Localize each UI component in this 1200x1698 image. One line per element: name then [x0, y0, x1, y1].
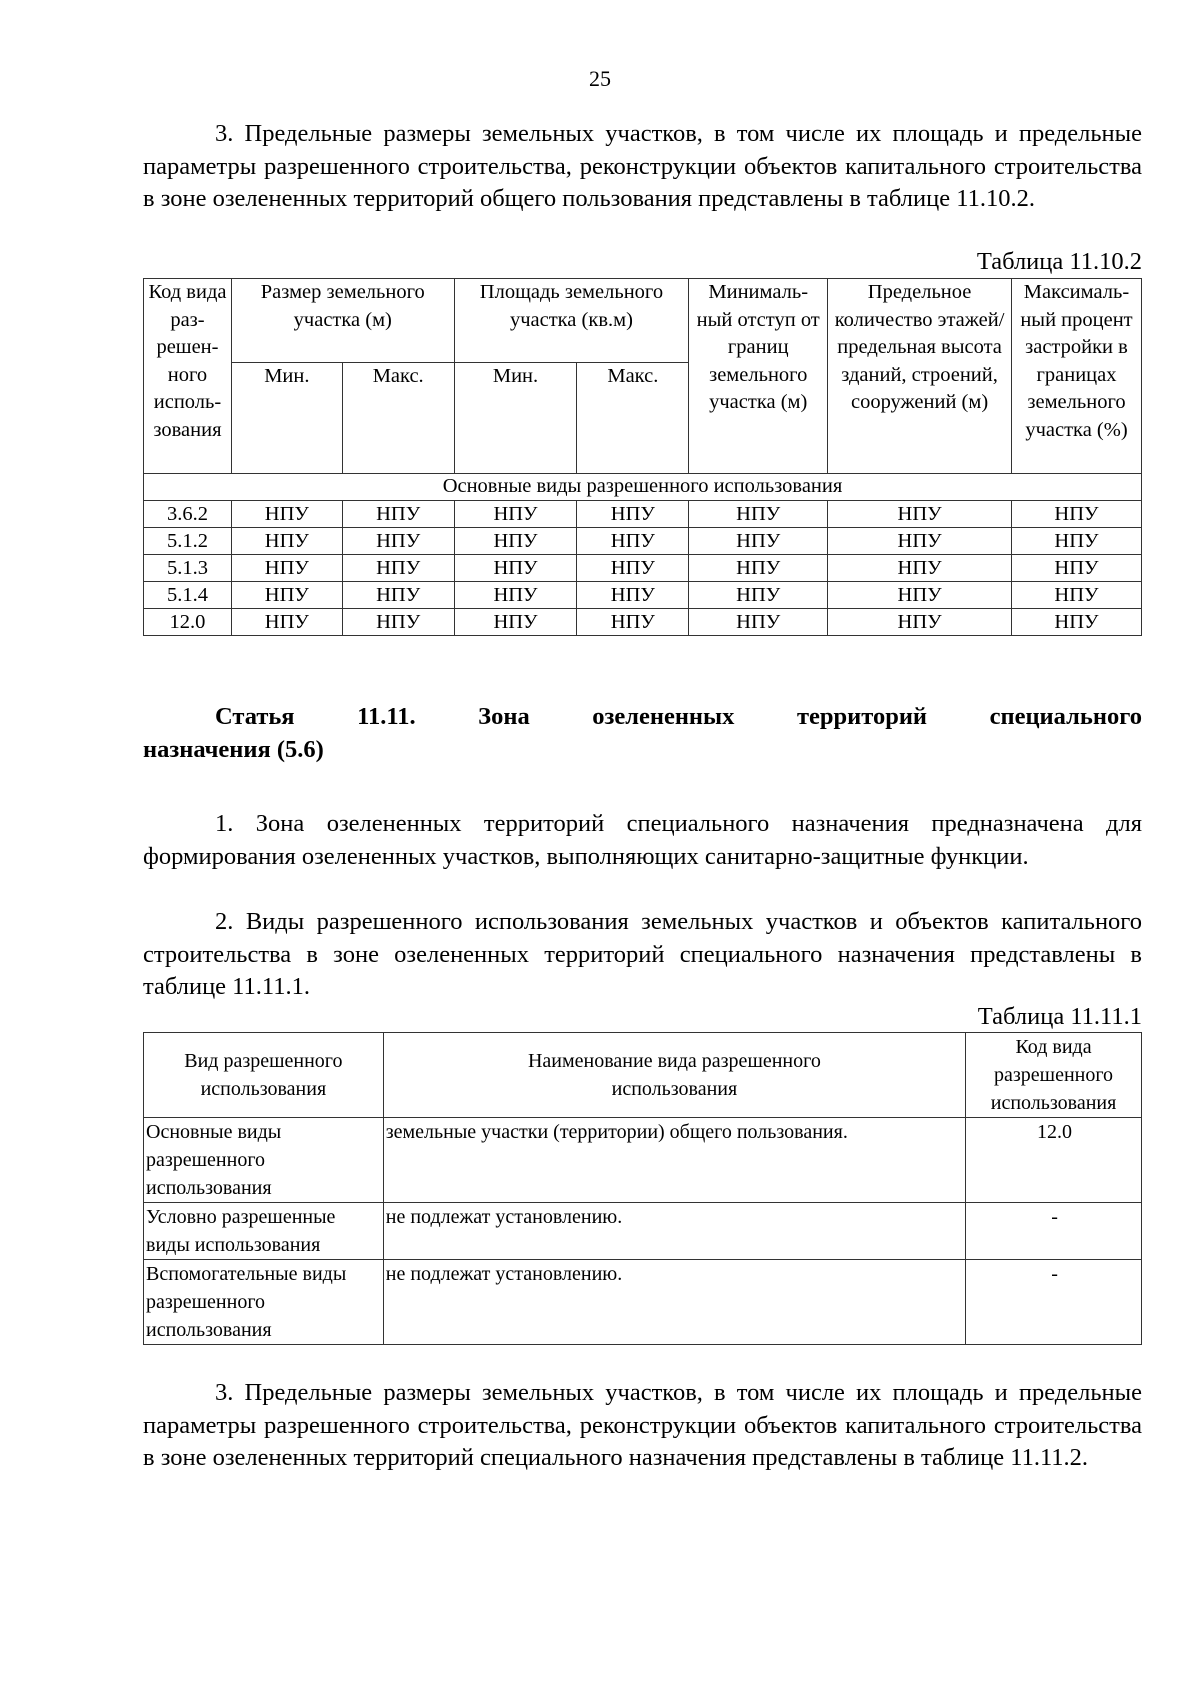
- table-row: [144, 501, 1142, 528]
- cell-value: НПУ: [689, 582, 828, 609]
- cell-value: НПУ: [342, 609, 454, 636]
- cell-name: не подлежат установлению.: [383, 1260, 965, 1345]
- header-setback: Минималь- ный отступ от границ земельного участка (м): [689, 279, 828, 474]
- cell-value: НПУ: [342, 555, 454, 582]
- cell-value: НПУ: [577, 555, 689, 582]
- cell-value: НПУ: [577, 528, 689, 555]
- heading-word: Статья: [215, 703, 295, 730]
- cell-value: НПУ: [231, 609, 342, 636]
- cell-code: 5.1.4: [144, 582, 232, 609]
- cell-type: Основные виды разрешенного использования: [144, 1118, 384, 1203]
- cell-value: НПУ: [1011, 528, 1141, 555]
- cell-value: НПУ: [1011, 555, 1141, 582]
- heading-word: озелененных: [592, 703, 735, 730]
- header-floors: Предельное количество этажей/ предельная высота зданий, строений, сооружений (м): [828, 279, 1012, 474]
- cell-value: НПУ: [231, 501, 342, 528]
- table-row: [144, 555, 1142, 582]
- cell-value: НПУ: [454, 609, 577, 636]
- header-code: Код вида раз- решен- ного исполь- зования: [144, 279, 232, 474]
- table-row: [144, 1203, 1142, 1260]
- cell-name: земельные участки (территории) общего пользования.: [383, 1118, 965, 1203]
- page-number: 25: [589, 66, 611, 91]
- header-area-max: Макс.: [577, 363, 689, 474]
- cell-value: НПУ: [828, 528, 1012, 555]
- cell-value: НПУ: [454, 582, 577, 609]
- header-area: Площадь земельного участка (кв.м): [454, 279, 689, 363]
- table-row: [144, 609, 1142, 636]
- header-type: Вид разрешенного использования: [144, 1033, 384, 1118]
- table-11-11-1: [143, 1032, 1142, 1345]
- cell-value: НПУ: [231, 528, 342, 555]
- cell-value: НПУ: [828, 501, 1012, 528]
- header-size: Размер земельного участка (м): [231, 279, 454, 363]
- cell-value: НПУ: [689, 555, 828, 582]
- heading-word: Зона: [478, 703, 530, 730]
- header-area-min: Мин.: [454, 363, 577, 474]
- cell-code: 3.6.2: [144, 501, 232, 528]
- cell-value: НПУ: [454, 501, 577, 528]
- paragraph-limits-11-11: [143, 1377, 1142, 1475]
- paragraph-text: 2. Виды разрешенного использования земельных участков и объектов капитального строительства в зоне озелененных территорий специального назначения представлены в таблице 11.11.1.: [143, 908, 1142, 1000]
- section-row: [144, 474, 1142, 501]
- table-header-row: [144, 279, 1142, 363]
- section-title: Основные виды разрешенного использования: [144, 474, 1142, 501]
- cell-value: НПУ: [577, 582, 689, 609]
- heading-word: 11.11.: [357, 703, 416, 730]
- heading-word: территорий: [796, 703, 928, 730]
- cell-type: Условно разрешенные виды использования: [144, 1203, 384, 1260]
- header-size-max: Макс.: [342, 363, 454, 474]
- cell-code: 5.1.3: [144, 555, 232, 582]
- paragraph-text: 1. Зона озелененных территорий специального назначения предназначена для формирования озелененных участков, выполняющих санитарно-защитные функции.: [143, 810, 1142, 870]
- cell-value: НПУ: [1011, 582, 1141, 609]
- cell-name: не подлежат установлению.: [383, 1203, 965, 1260]
- table-caption-11-11-1: Таблица 11.11.1: [977, 1003, 1142, 1030]
- cell-value: НПУ: [577, 501, 689, 528]
- paragraph-text: 3. Предельные размеры земельных участков, в том числе их площадь и предельные параметры разрешенного строительства, реконструкции объектов капитального строительства в зоне озелененных территорий общего пользования представлены в таблице 11.10.2.: [143, 120, 1142, 212]
- table-caption-11-10-2: Таблица 11.10.2: [976, 248, 1142, 275]
- cell-value: НПУ: [1011, 501, 1141, 528]
- paragraph-text: 3. Предельные размеры земельных участков, в том числе их площадь и предельные параметры разрешенного строительства, реконструкции объектов капитального строительства в зоне озелененных территорий специального назначения представлены в таблице 11.11.2.: [143, 1379, 1142, 1471]
- cell-value: НПУ: [231, 555, 342, 582]
- article-heading-line-1: [143, 700, 1142, 733]
- cell-value: НПУ: [689, 609, 828, 636]
- cell-value: НПУ: [828, 609, 1012, 636]
- cell-value: НПУ: [342, 528, 454, 555]
- cell-value: НПУ: [1011, 609, 1141, 636]
- cell-value: НПУ: [454, 555, 577, 582]
- article-heading-11-11: [143, 700, 1142, 766]
- paragraph-permitted-uses: [143, 906, 1142, 1004]
- header-percent: Максималь- ный процент застройки в границах земельного участка (%): [1011, 279, 1141, 474]
- cell-value: НПУ: [231, 582, 342, 609]
- table-11-10-2: [143, 278, 1142, 636]
- cell-value: НПУ: [689, 501, 828, 528]
- heading-word: специального: [989, 703, 1142, 730]
- table-row: [144, 1260, 1142, 1345]
- cell-code: -: [966, 1203, 1142, 1260]
- header-name: Наименование вида разрешенного использования: [383, 1033, 965, 1118]
- paragraph-limits-11-10: [143, 118, 1142, 216]
- table-row: [144, 582, 1142, 609]
- cell-value: НПУ: [454, 528, 577, 555]
- table-header-row: [144, 1033, 1142, 1118]
- cell-value: НПУ: [342, 582, 454, 609]
- cell-value: НПУ: [828, 582, 1012, 609]
- table-row: [144, 1118, 1142, 1203]
- header-code: Код вида разрешенного использования: [966, 1033, 1142, 1118]
- cell-value: НПУ: [342, 501, 454, 528]
- cell-code: -: [966, 1260, 1142, 1345]
- cell-value: НПУ: [828, 555, 1012, 582]
- cell-type: Вспомогательные виды разрешенного использования: [144, 1260, 384, 1345]
- article-heading-line-2: назначения (5.6): [143, 736, 324, 763]
- cell-value: НПУ: [689, 528, 828, 555]
- cell-code: 12.0: [144, 609, 232, 636]
- paragraph-purpose: [143, 808, 1142, 873]
- cell-code: 12.0: [966, 1118, 1142, 1203]
- cell-value: НПУ: [577, 609, 689, 636]
- cell-code: 5.1.2: [144, 528, 232, 555]
- header-size-min: Мин.: [231, 363, 342, 474]
- table-row: [144, 528, 1142, 555]
